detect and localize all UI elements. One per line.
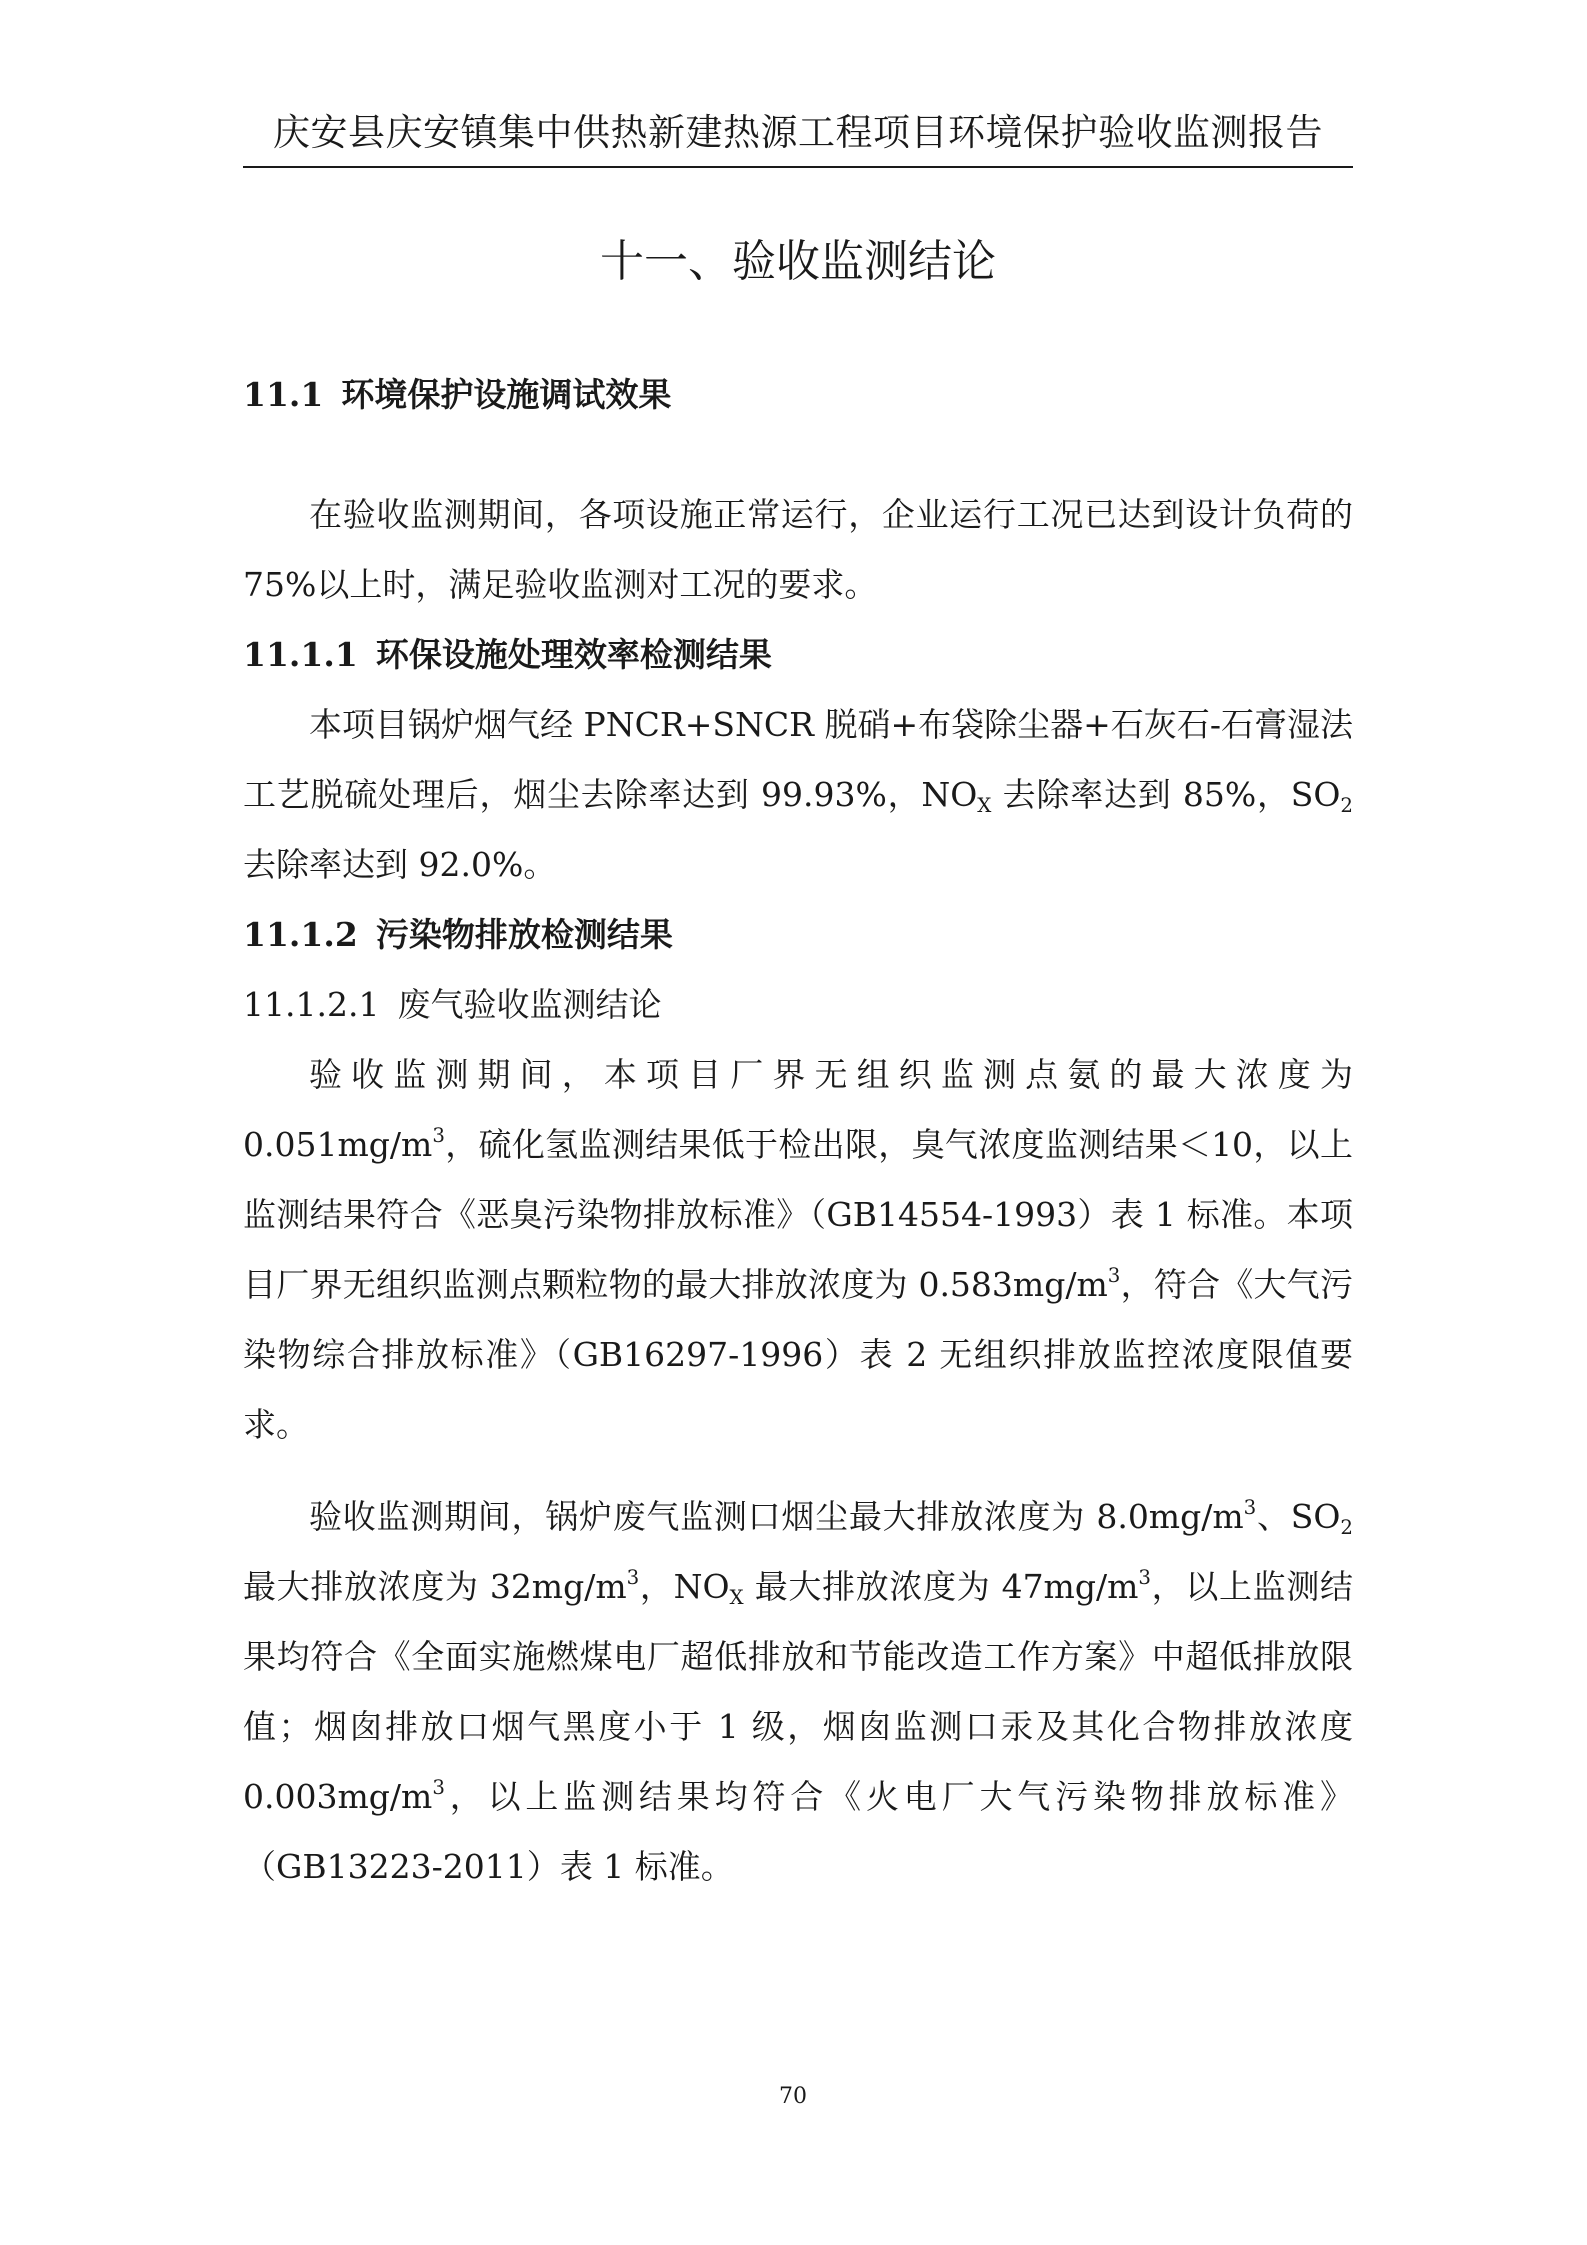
running-header: 庆安县庆安镇集中供热新建热源工程项目环境保护验收监测报告 <box>273 111 1323 154</box>
text-run: 、SO <box>1256 1497 1341 1536</box>
section-number: 11.1.2.1 <box>243 985 380 1024</box>
superscript: 3 <box>626 1566 640 1590</box>
section-title: 废气验收监测结论 <box>397 985 662 1024</box>
text-run: 最大排放浓度为 47mg/m <box>743 1567 1139 1606</box>
document-body <box>243 360 1353 1902</box>
section-heading-11-1-1 <box>243 620 1353 690</box>
section-title: 污染物排放检测结果 <box>375 915 673 954</box>
text-run: ，NO <box>639 1567 730 1606</box>
text-run: 验收监测期间，本项目厂界无组织监测点氨的最大浓度为 0.051mg/m <box>243 1055 1353 1164</box>
text-run: ，符合《大气污染物综合排放标准》（GB16297-1996）表 2 无组织排放监控浓度限值要求。 <box>243 1265 1353 1444</box>
text-run: 最大排放浓度为 32mg/m <box>243 1567 627 1606</box>
text-run: 本项目锅炉烟气经 PNCR+SNCR 脱硝+布袋除尘器+石灰石-石膏湿法工艺脱硫处理后，烟尘去除率达到 99.93%，NO <box>243 705 1353 814</box>
subscript: 2 <box>1340 1515 1353 1539</box>
text-run: 去除率达到 92.0%。 <box>243 845 557 884</box>
text-run: ，硫化氢监测结果低于检出限，臭气浓度监测结果＜10，以上监测结果符合《恶臭污染物排放标准》（GB14554-1993）表 1 标准。本项目厂界无组织监测点颗粒物的最大排放浓度为 0.583mg/m <box>243 1125 1353 1304</box>
section-title: 环境保护设施调试效果 <box>341 375 672 414</box>
superscript: 3 <box>432 1776 445 1800</box>
paragraph-operating-conditions: 在验收监测期间，各项设施正常运行，企业运行工况已达到设计负荷的 75%以上时，满足验收监测对工况的要求。 <box>243 495 1353 604</box>
section-heading-11-1 <box>243 360 1353 430</box>
paragraph-fugitive-emissions <box>243 1040 1353 1460</box>
chapter-title: 十一、验收监测结论 <box>600 236 996 287</box>
superscript: 3 <box>1243 1496 1257 1520</box>
paragraph-boiler-emissions <box>243 1482 1353 1902</box>
paragraph-treatment-efficiency <box>243 690 1353 900</box>
section-heading-11-1-2-1 <box>243 970 1353 1040</box>
superscript: 3 <box>1138 1566 1151 1590</box>
superscript: 3 <box>1107 1264 1121 1288</box>
section-number: 11.1 <box>243 375 324 414</box>
section-number: 11.1.1 <box>243 635 358 674</box>
subscript: 2 <box>1340 793 1353 817</box>
superscript: 3 <box>432 1124 445 1148</box>
section-number: 11.1.2 <box>243 915 358 954</box>
section-heading-11-1-2 <box>243 900 1353 970</box>
subscript: X <box>729 1585 744 1609</box>
text-run: 去除率达到 85%，SO <box>991 775 1341 814</box>
text-run: ，以上监测结果均符合《火电厂大气污染物排放标准》（GB13223-2011）表 1 标准。 <box>243 1777 1353 1886</box>
text-run: ，以上监测结果均符合《全面实施燃煤电厂超低排放和节能改造工作方案》中超低排放限值；烟囱排放口烟气黑度小于 1 级，烟囱监测口汞及其化合物排放浓度 0.003mg/m <box>243 1567 1353 1816</box>
text-run: 验收监测期间，锅炉废气监测口烟尘最大排放浓度为 8.0mg/m <box>309 1497 1244 1536</box>
section-title: 环保设施处理效率检测结果 <box>375 635 772 674</box>
subscript: X <box>977 793 992 817</box>
page-number: 70 <box>779 2084 807 2109</box>
header-rule <box>243 166 1353 168</box>
